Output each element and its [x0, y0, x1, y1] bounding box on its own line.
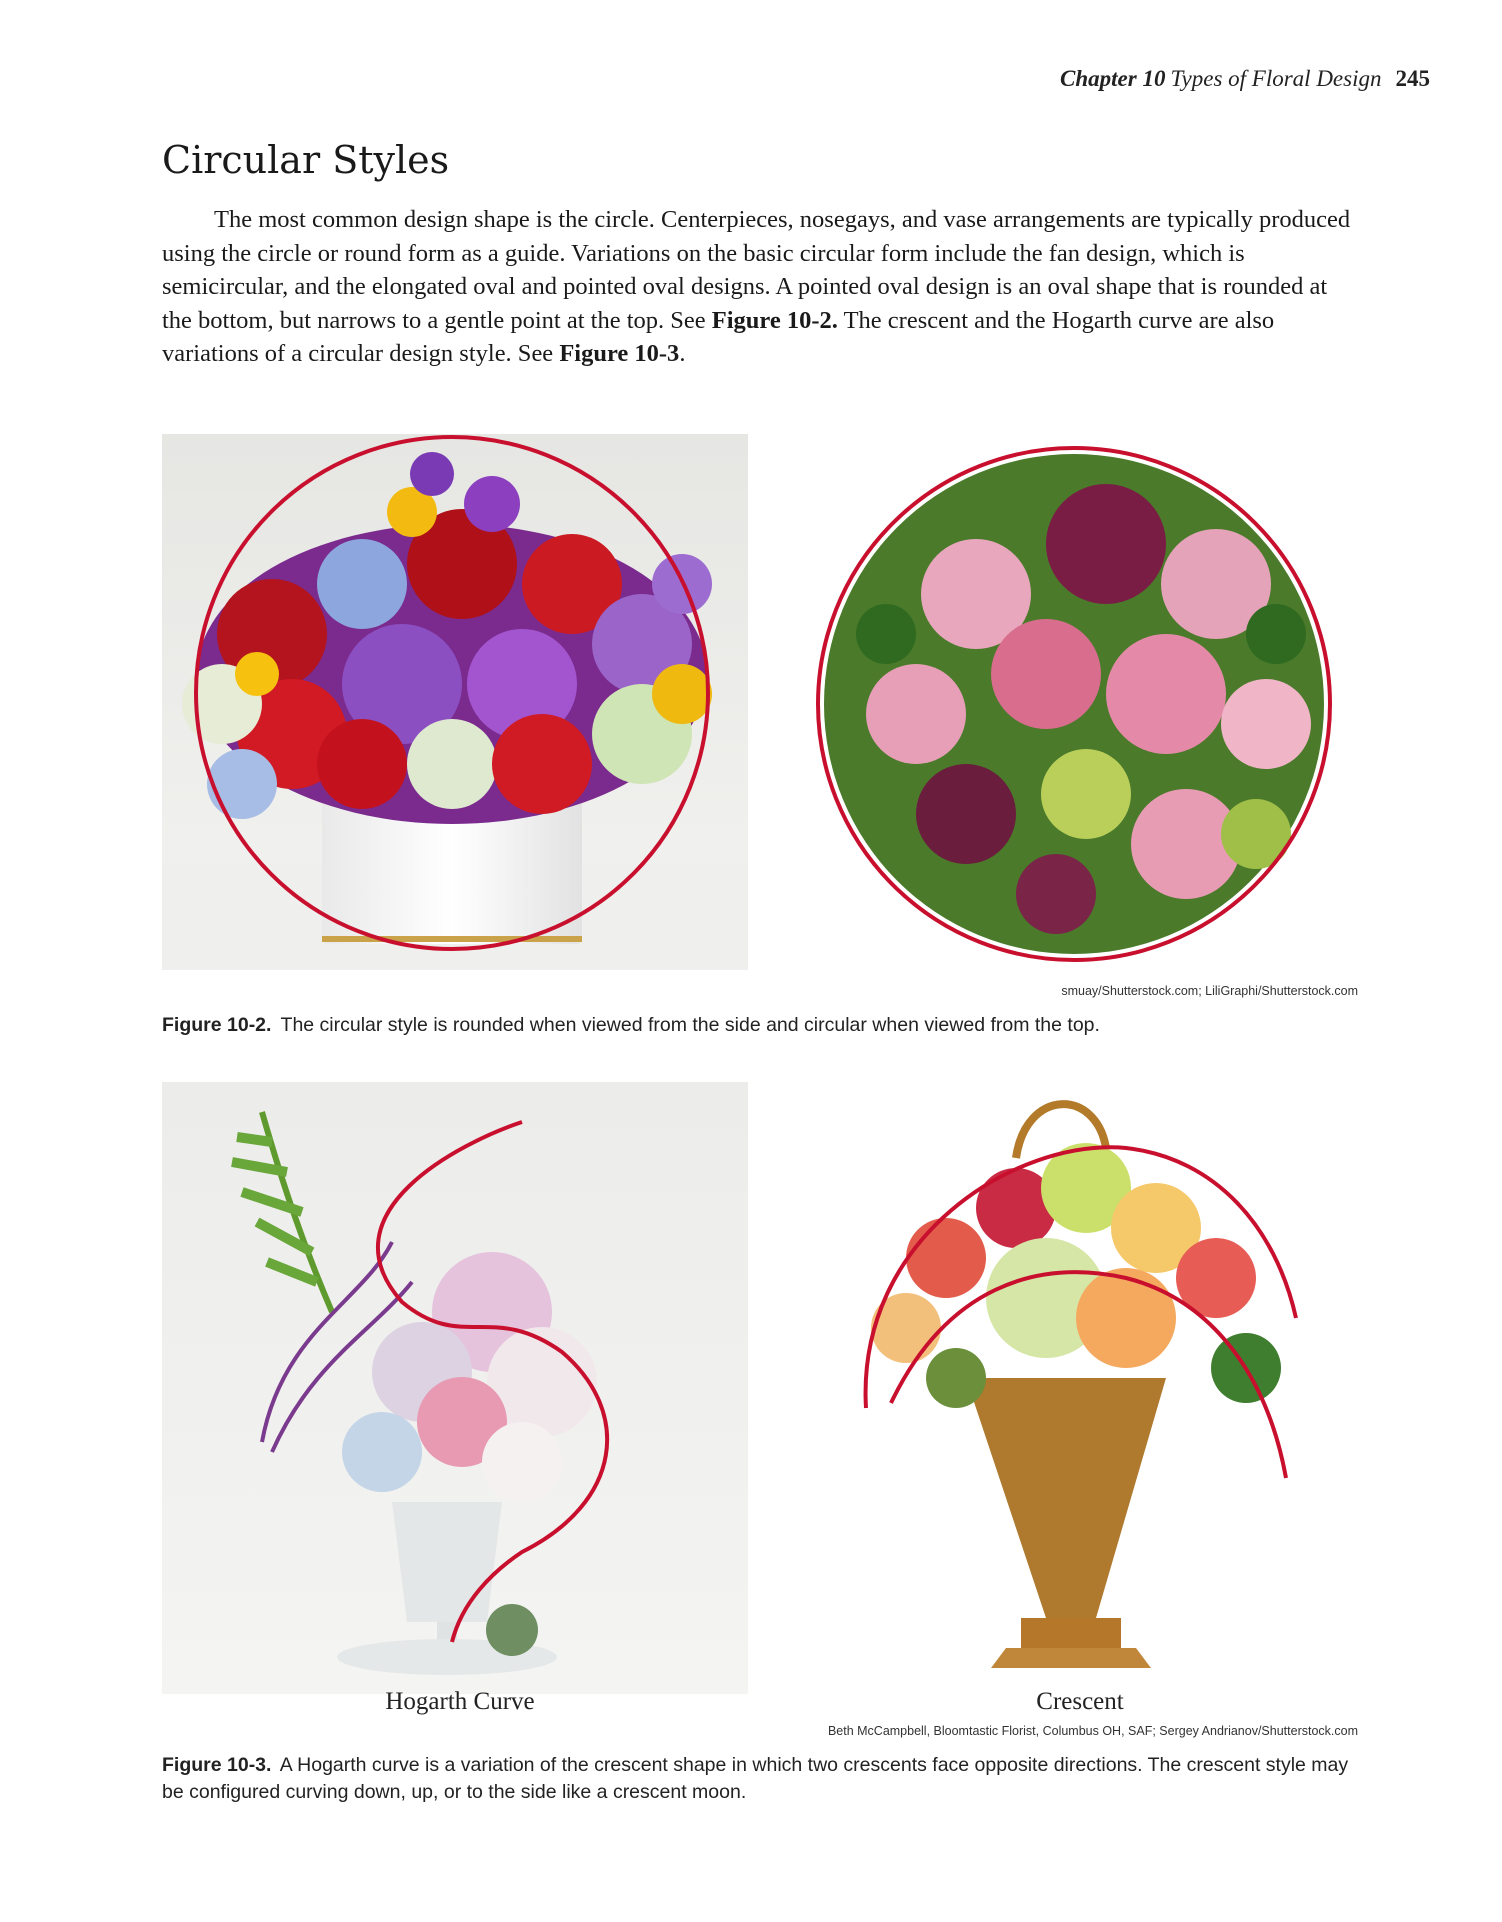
chapter-number: Chapter 10 [1060, 66, 1166, 91]
figure-2-side-view-photo [162, 434, 748, 970]
figure-2-caption-text: The circular style is rounded when viewed from the side and circular when viewed from the top. [280, 1014, 1100, 1036]
paragraph-text-1: The most common design shape is the circle. Centerpieces, nosegays, and vase arrangements are typically produced using the circle or round form as a guide. Variations on the basic circular form include the fan design, which is semicircular, and the elongated oval and pointed oval designs. A pointed oval design is an oval shape that is rounded at the bottom, but narrows to a gentle point at the top. See [162, 206, 1351, 334]
section-heading: Circular Styles [162, 138, 450, 182]
figure-3-label: Figure 10-3. [162, 1754, 272, 1776]
figure-3-caption-text: A Hogarth curve is a variation of the crescent shape in which two crescents face opposite directions. The crescent style may be configured curving down, up, or to the side like a crescent moon. [162, 1754, 1349, 1803]
hogarth-curve-label: Hogarth Curve [385, 1688, 535, 1715]
paragraph-text-3: . [679, 340, 686, 367]
figure-3-caption [162, 1752, 1354, 1806]
crescent-label: Crescent [1036, 1688, 1124, 1715]
figure-2-caption [162, 1012, 1354, 1039]
figure-2-label: Figure 10-2. [162, 1014, 272, 1036]
figure-2-photo-credit: smuay/Shutterstock.com; LiliGraphi/Shutterstock.com [1061, 984, 1358, 998]
chapter-title: Types of Floral Design [1170, 66, 1382, 91]
figure-3-hogarth-curve-photo [162, 1082, 748, 1694]
figure-3-reference: Figure 10-3 [559, 340, 680, 367]
figure-3-photo-credit: Beth McCampbell, Bloomtastic Florist, Columbus OH, SAF; Sergey Andrianov/Shutterstock.com [827, 1724, 1358, 1738]
figure-3-crescent-photo [796, 1078, 1352, 1698]
figure-2-reference: Figure 10-2. [711, 306, 838, 334]
paragraph-text-2: The crescent and the Hogarth curve are also variations of a circular design style. See [162, 306, 1275, 367]
running-head [1060, 66, 1430, 92]
body-paragraph [162, 203, 1354, 371]
page-number: 245 [1395, 66, 1430, 91]
figure-2-top-view-photo [796, 434, 1352, 966]
